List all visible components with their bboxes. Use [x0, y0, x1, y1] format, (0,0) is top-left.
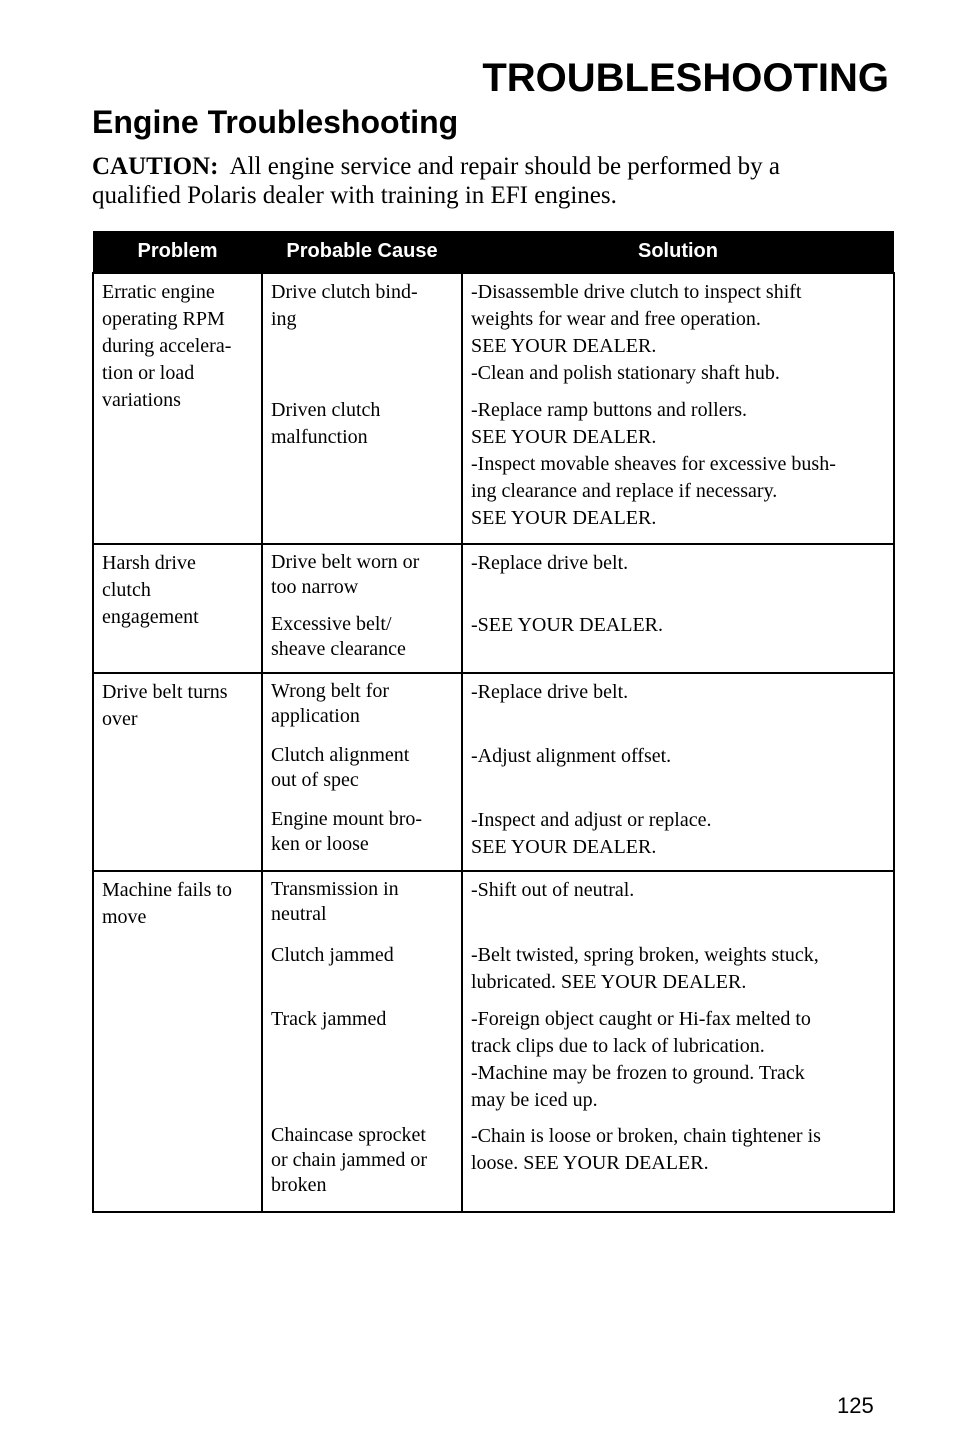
page-number: 125 — [837, 1393, 874, 1418]
cause-entry — [263, 396, 461, 543]
header-problem: Problem — [93, 231, 262, 273]
problem-cell — [93, 871, 262, 1212]
section-title: TROUBLESHOOTING — [482, 56, 889, 100]
cause-line: Driven clutch — [271, 399, 381, 421]
solution-line: SEE YOUR DEALER. — [471, 507, 657, 529]
problem-line: tion or load — [102, 362, 195, 384]
table-row — [93, 871, 894, 1212]
cause-line: broken — [271, 1174, 327, 1196]
problem-line: over — [102, 708, 138, 730]
problem-line: engagement — [102, 606, 199, 628]
cause-line: Drive belt worn or — [271, 551, 420, 573]
solution-line: SEE YOUR DEALER. — [471, 335, 657, 357]
solution-entry — [463, 806, 893, 870]
solution-line: -Chain is loose or broken, chain tightener is — [471, 1125, 821, 1147]
table-header-row — [93, 231, 894, 273]
problem-line: move — [102, 906, 147, 928]
page-subtitle: Engine Troubleshooting — [92, 104, 459, 140]
solution-line: -Replace drive belt. — [471, 552, 629, 574]
cause-line: or chain jammed or — [271, 1149, 428, 1171]
cause-entry — [263, 549, 461, 611]
problem-line: Machine fails to — [102, 879, 232, 901]
solution-line: SEE YOUR DEALER. — [471, 426, 657, 448]
solution-line: -Belt twisted, spring broken, weights stuck, — [471, 944, 819, 966]
solution-line: SEE YOUR DEALER. — [471, 836, 657, 858]
table-row — [93, 673, 894, 871]
problem-cell — [93, 273, 262, 544]
solution-line: -Clean and polish stationary shaft hub. — [471, 362, 780, 384]
cause-line: neutral — [271, 903, 327, 925]
solution-line: -Shift out of neutral. — [471, 879, 635, 901]
problem-line: operating RPM — [102, 308, 225, 330]
solution-line: -Inspect and adjust or replace. — [471, 809, 712, 831]
cause-entry — [263, 278, 461, 396]
cause-entry — [263, 742, 461, 806]
solution-entry — [463, 678, 893, 742]
cause-line: sheave clearance — [271, 638, 406, 660]
solution-line: -Replace drive belt. — [471, 681, 629, 703]
cause-entry — [263, 941, 461, 1005]
cause-entry — [263, 611, 461, 672]
problem-cell — [93, 673, 262, 871]
solution-entry — [463, 278, 893, 396]
problem-line: Erratic engine — [102, 281, 215, 303]
cause-line: Excessive belt/ — [271, 613, 392, 635]
solution-entry — [463, 941, 893, 1005]
cause-entry — [263, 806, 461, 870]
cause-line: ken or loose — [271, 833, 369, 855]
header-solution: Solution — [462, 231, 894, 273]
probable-cause-cell — [262, 273, 462, 544]
cause-line: Clutch jammed — [271, 944, 394, 966]
solution-line: may be iced up. — [471, 1089, 598, 1111]
caution-note — [92, 152, 892, 210]
solution-line: -Adjust alignment offset. — [471, 745, 672, 767]
solution-line: loose. SEE YOUR DEALER. — [471, 1152, 709, 1174]
solution-line: lubricated. SEE YOUR DEALER. — [471, 971, 747, 993]
table-row — [93, 544, 894, 673]
cause-line: ing — [271, 308, 297, 330]
solution-cell — [462, 673, 894, 871]
solution-entry — [463, 396, 893, 543]
solution-cell — [462, 871, 894, 1212]
solution-cell — [462, 273, 894, 544]
cause-line: Track jammed — [271, 1008, 387, 1030]
cause-line: Chaincase sprocket — [271, 1124, 426, 1146]
solution-line: -Replace ramp buttons and rollers. — [471, 399, 748, 421]
cause-line: malfunction — [271, 426, 368, 448]
troubleshooting-table — [92, 231, 895, 1213]
solution-cell — [462, 544, 894, 673]
problem-line: clutch — [102, 579, 151, 601]
cause-line: Engine mount bro- — [271, 808, 423, 830]
solution-entry — [463, 1005, 893, 1122]
cause-line: Wrong belt for — [271, 680, 390, 702]
probable-cause-cell — [262, 544, 462, 673]
cause-line: Clutch alignment — [271, 744, 410, 766]
problem-line: Harsh drive — [102, 552, 196, 574]
table-row — [93, 273, 894, 544]
solution-line: -Foreign object caught or Hi-fax melted to — [471, 1008, 811, 1030]
header-probable-cause: Probable Cause — [262, 231, 462, 273]
problem-line: during accelera- — [102, 335, 232, 357]
cause-entry — [263, 1005, 461, 1122]
solution-entry — [463, 549, 893, 611]
cause-line: too narrow — [271, 576, 359, 598]
probable-cause-cell — [262, 871, 462, 1212]
cause-line: Drive clutch bind- — [271, 281, 418, 303]
solution-entry — [463, 742, 893, 806]
problem-line: variations — [102, 389, 181, 411]
probable-cause-cell — [262, 673, 462, 871]
cause-line: application — [271, 705, 360, 727]
caution-line-1: All engine service and repair should be performed by a — [229, 153, 781, 180]
solution-line: -Inspect movable sheaves for excessive bush- — [471, 453, 836, 475]
solution-entry — [463, 1122, 893, 1211]
problem-cell — [93, 544, 262, 673]
problem-line: Drive belt turns — [102, 681, 228, 703]
solution-line: -Disassemble drive clutch to inspect shift — [471, 281, 802, 303]
solution-entry — [463, 611, 893, 672]
cause-entry — [263, 1122, 461, 1211]
cause-line: out of spec — [271, 769, 359, 791]
solution-line: ing clearance and replace if necessary. — [471, 480, 778, 502]
solution-line: track clips due to lack of lubrication. — [471, 1035, 765, 1057]
solution-line: -SEE YOUR DEALER. — [471, 614, 664, 636]
cause-line: Transmission in — [271, 878, 399, 900]
cause-entry — [263, 876, 461, 941]
solution-line: weights for wear and free operation. — [471, 308, 761, 330]
caution-label: CAUTION: — [92, 153, 219, 180]
caution-line-2: qualified Polaris dealer with training in EFI engines. — [92, 182, 617, 209]
solution-entry — [463, 876, 893, 941]
solution-line: -Machine may be frozen to ground. Track — [471, 1062, 805, 1084]
cause-entry — [263, 678, 461, 742]
